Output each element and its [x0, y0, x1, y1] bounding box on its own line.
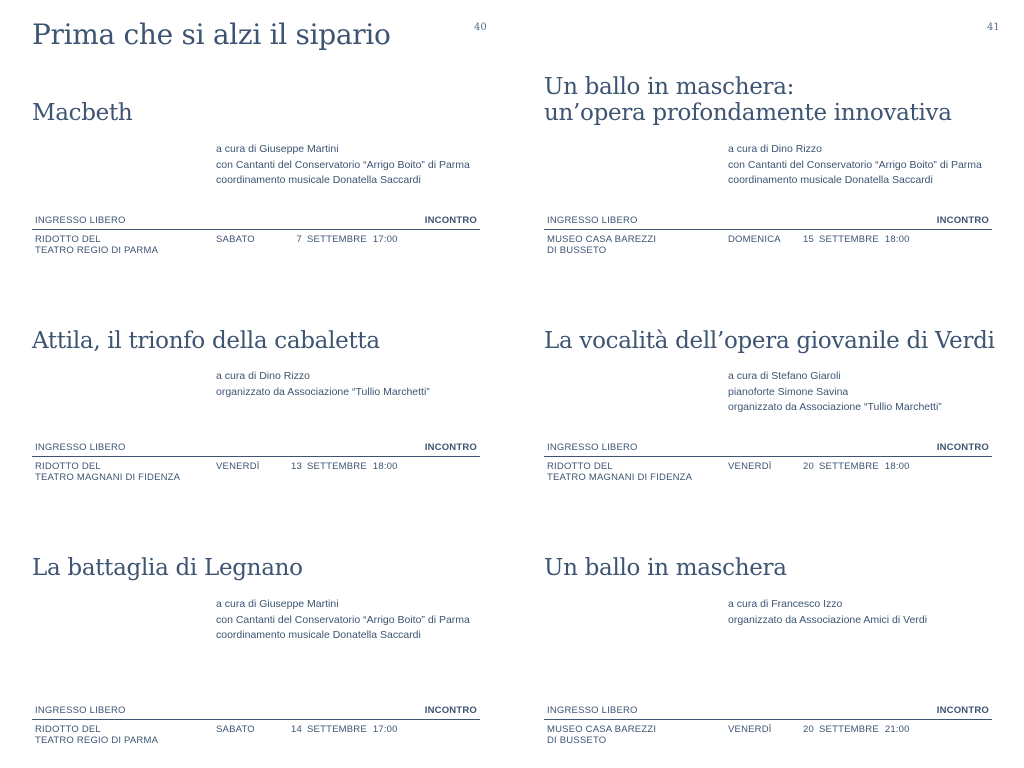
- event-title-line: La battaglia di Legnano: [32, 555, 303, 581]
- admission-label: INGRESSO LIBERO: [35, 442, 126, 453]
- page-number: 40: [474, 22, 487, 33]
- event-day: VENERDÌ: [728, 724, 772, 735]
- credit-line: a cura di Giuseppe Martini: [216, 598, 339, 610]
- category-label: INCONTRO: [936, 215, 989, 226]
- event-title: [32, 100, 132, 126]
- credit-line: coordinamento musicale Donatella Saccardi: [728, 174, 933, 186]
- credit-line: a cura di Stefano Giaroli: [728, 370, 841, 382]
- category-label: INCONTRO: [424, 215, 477, 226]
- event-credits: [216, 142, 470, 189]
- event-date: [290, 724, 398, 735]
- credit-line: con Cantanti del Conservatorio “Arrigo Boito” di Parma: [216, 158, 470, 171]
- event-time: 17:00: [372, 234, 398, 245]
- event-time: 18:00: [884, 234, 910, 245]
- venue-line: TEATRO REGIO DI PARMA: [35, 735, 159, 746]
- event-date: [290, 234, 398, 245]
- event-date-number: 20: [803, 724, 814, 735]
- event-venue: [35, 724, 158, 746]
- event-month: SETTEMBRE: [307, 461, 367, 472]
- event-day: VENERDÌ: [728, 461, 772, 472]
- credit-line: con Cantanti del Conservatorio “Arrigo Boito” di Parma: [728, 158, 982, 171]
- event-venue: [547, 461, 692, 483]
- credit-line: organizzato da Associazione Amici di Verdi: [728, 613, 928, 626]
- event-title-line: Macbeth: [32, 100, 133, 126]
- event-credits: [216, 597, 470, 644]
- event-date-number: 7: [296, 234, 302, 245]
- event-time: 18:00: [372, 461, 398, 472]
- event-title: [544, 328, 995, 354]
- event-date-number: 20: [803, 461, 814, 472]
- event-header-bar: [32, 703, 480, 720]
- event-title: [544, 555, 787, 581]
- event-header-bar: [32, 213, 480, 230]
- venue-line: RIDOTTO DEL: [547, 461, 613, 472]
- credit-line: organizzato da Associazione “Tullio Marchetti”: [728, 401, 942, 413]
- credit-line: a cura di Giuseppe Martini: [216, 143, 339, 155]
- event-header-bar: [544, 440, 992, 457]
- event-title-line: La vocalità dell’opera giovanile di Verdi: [544, 328, 995, 354]
- event-day: SABATO: [216, 234, 255, 245]
- venue-line: DI BUSSETO: [547, 735, 607, 746]
- category-label: INCONTRO: [424, 442, 477, 453]
- event-month: SETTEMBRE: [819, 234, 879, 245]
- admission-label: INGRESSO LIBERO: [35, 705, 126, 716]
- event-title: [32, 328, 380, 354]
- venue-line: MUSEO CASA BAREZZI: [547, 724, 657, 735]
- event-credits: [216, 369, 430, 400]
- credit-line: pianoforte Simone Savina: [728, 385, 849, 398]
- event-title: [544, 74, 952, 126]
- venue-line: MUSEO CASA BAREZZI: [547, 234, 657, 245]
- credit-line: con Cantanti del Conservatorio “Arrigo Boito” di Parma: [216, 613, 470, 626]
- event-date-number: 13: [291, 461, 302, 472]
- event-month: SETTEMBRE: [819, 461, 879, 472]
- event-month: SETTEMBRE: [307, 234, 367, 245]
- page-number: 41: [987, 22, 1000, 33]
- event-date-number: 14: [291, 724, 302, 735]
- credit-line: coordinamento musicale Donatella Saccardi: [216, 629, 421, 641]
- event-header-bar: [32, 440, 480, 457]
- credit-line: a cura di Francesco Izzo: [728, 598, 843, 610]
- right-page: [512, 0, 1024, 768]
- event-title-line: Un ballo in maschera: [544, 555, 787, 581]
- credit-line: a cura di Dino Rizzo: [216, 370, 310, 382]
- event-header-bar: [544, 703, 992, 720]
- event-date: [290, 461, 398, 472]
- credit-line: organizzato da Associazione “Tullio Marchetti”: [216, 385, 430, 398]
- event-time: 21:00: [884, 724, 910, 735]
- event-month: SETTEMBRE: [307, 724, 367, 735]
- event-date: [802, 461, 910, 472]
- venue-line: TEATRO MAGNANI DI FIDENZA: [547, 472, 693, 483]
- event-time: 18:00: [884, 461, 910, 472]
- venue-line: RIDOTTO DEL: [35, 724, 101, 735]
- event-day: DOMENICA: [728, 234, 781, 245]
- event-credits: [728, 142, 982, 189]
- venue-line: DI BUSSETO: [547, 245, 607, 256]
- event-title: [32, 555, 303, 581]
- event-credits: [728, 369, 942, 416]
- event-venue: [547, 234, 656, 256]
- event-venue: [547, 724, 656, 746]
- admission-label: INGRESSO LIBERO: [35, 215, 126, 226]
- page-title: Prima che si alzi il sipario: [32, 18, 391, 51]
- event-day: SABATO: [216, 724, 255, 735]
- admission-label: INGRESSO LIBERO: [547, 215, 638, 226]
- event-credits: [728, 597, 927, 628]
- category-label: INCONTRO: [424, 705, 477, 716]
- event-date: [802, 234, 910, 245]
- event-title-line: un’opera profondamente innovativa: [544, 100, 952, 126]
- venue-line: RIDOTTO DEL: [35, 234, 101, 245]
- venue-line: TEATRO MAGNANI DI FIDENZA: [35, 472, 181, 483]
- category-label: INCONTRO: [936, 442, 989, 453]
- event-venue: [35, 461, 180, 483]
- category-label: INCONTRO: [936, 705, 989, 716]
- admission-label: INGRESSO LIBERO: [547, 705, 638, 716]
- event-title-line: Attila, il trionfo della cabaletta: [32, 328, 380, 354]
- credit-line: a cura di Dino Rizzo: [728, 143, 822, 155]
- event-venue: [35, 234, 158, 256]
- event-time: 17:00: [372, 724, 398, 735]
- event-day: VENERDÌ: [216, 461, 260, 472]
- venue-line: RIDOTTO DEL: [35, 461, 101, 472]
- event-month: SETTEMBRE: [819, 724, 879, 735]
- venue-line: TEATRO REGIO DI PARMA: [35, 245, 159, 256]
- credit-line: coordinamento musicale Donatella Saccardi: [216, 174, 421, 186]
- event-date-number: 15: [803, 234, 814, 245]
- event-title-line: Un ballo in maschera:: [544, 74, 795, 100]
- admission-label: INGRESSO LIBERO: [547, 442, 638, 453]
- event-header-bar: [544, 213, 992, 230]
- event-date: [802, 724, 910, 735]
